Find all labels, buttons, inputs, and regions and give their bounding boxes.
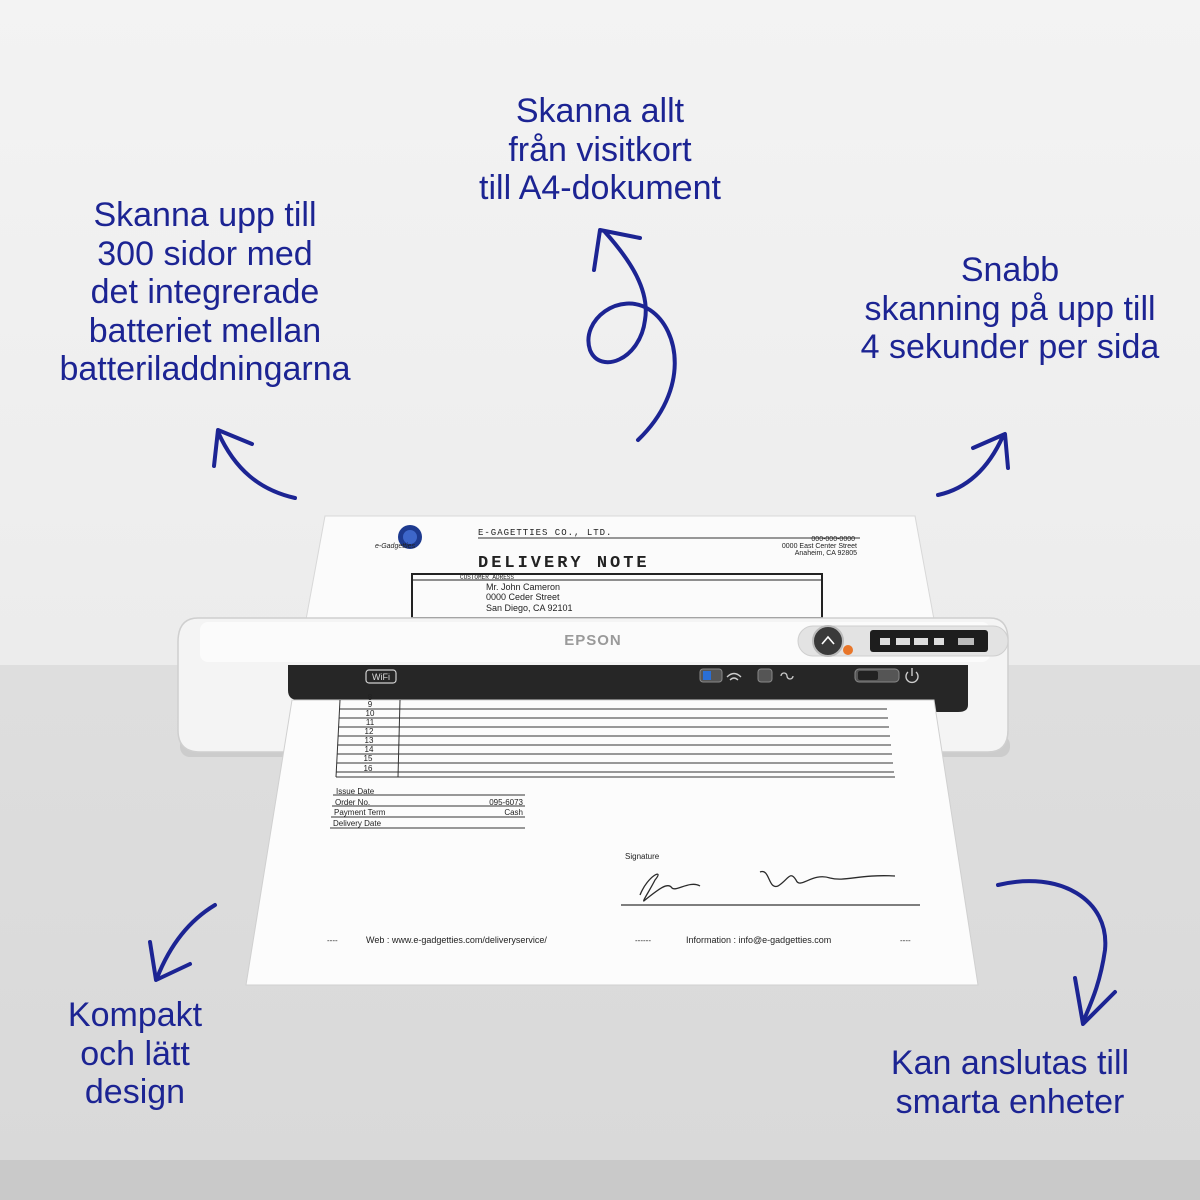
info-label: Payment Term [334,808,386,817]
link-button[interactable] [758,669,772,682]
customer-line-3: San Diego, CA 92101 [486,603,573,613]
logo-inner [403,530,417,544]
callout-line: Snabb [960,251,1060,289]
customer-line-2: 0000 Ceder Street [486,592,560,602]
address-line-3: Anaheim, CA 92805 [794,550,857,557]
callout-line: Skanna allt [515,92,685,130]
callout-line: batteriladdningarna [59,350,351,388]
logo-text: e-Gadgetties [375,543,416,550]
row-number: 8 [367,693,373,702]
info-value: 095-6073 [489,798,523,807]
row-number: 13 [364,736,374,745]
row-number: 9 [367,700,373,709]
row-number: 16 [363,764,373,773]
callout-line: 300 sidor med [97,234,313,273]
scan-button[interactable] [813,626,843,656]
row-number: 12 [364,727,374,736]
info-value: Cash [504,808,523,817]
callout-line: Kompakt [67,996,203,1034]
paper-bottom [246,700,978,985]
callout-line: det integrerade [90,273,320,311]
display-icon [896,638,910,645]
callout-line: och lätt [80,1034,190,1073]
footer-web: Web : www.e-gadgetties.com/deliveryservice/ [366,935,547,945]
display-icon [934,638,944,645]
signature-label: Signature [625,852,660,861]
info-label: Issue Date [336,787,375,796]
footer-dashes: ---- [327,936,338,945]
wifi-switch-knob [703,671,711,680]
footer-dashes: ------ [635,936,651,945]
delivery-note-title: DELIVERY NOTE [478,554,650,573]
callout-line: från visitkort [508,130,692,169]
info-label: Order No. [335,798,371,807]
display-icon [880,638,890,645]
info-label: Delivery Date [333,819,382,828]
row-number: 15 [363,754,373,763]
customer-label: CUSTOMER ADRESS [460,574,515,581]
row-number: 11 [365,718,375,727]
callout-line: smarta enheter [895,1082,1125,1121]
callout-line: batteriet mellan [88,311,322,350]
address-line-2: 0000 East Center Street [781,543,857,550]
callout-line: 4 sekunder per sida [860,328,1160,366]
footer-dashes: ---- [900,936,911,945]
display-icon [958,638,974,645]
callout-line: Skanna upp till [93,196,317,234]
display-icon [914,638,928,645]
callout-line: skanning på upp till [864,289,1156,328]
scanner-brand: EPSON [564,632,622,649]
address-line-1: 000-000-0000 [811,536,855,543]
row-number: 10 [365,709,375,718]
power-switch-knob [858,671,878,680]
company-name: E-GAGETTIES CO., LTD. [478,528,613,538]
status-indicator [843,645,853,655]
footer-info: Information : info@e-gadgetties.com [686,935,832,945]
callout-line: till A4-dokument [479,169,721,207]
customer-line-1: Mr. John Cameron [486,582,561,592]
wifi-badge-text: WiFi [372,672,390,682]
row-number: 14 [364,745,374,754]
callout-line: Kan anslutas till [890,1044,1130,1082]
callout-line: design [84,1073,186,1111]
